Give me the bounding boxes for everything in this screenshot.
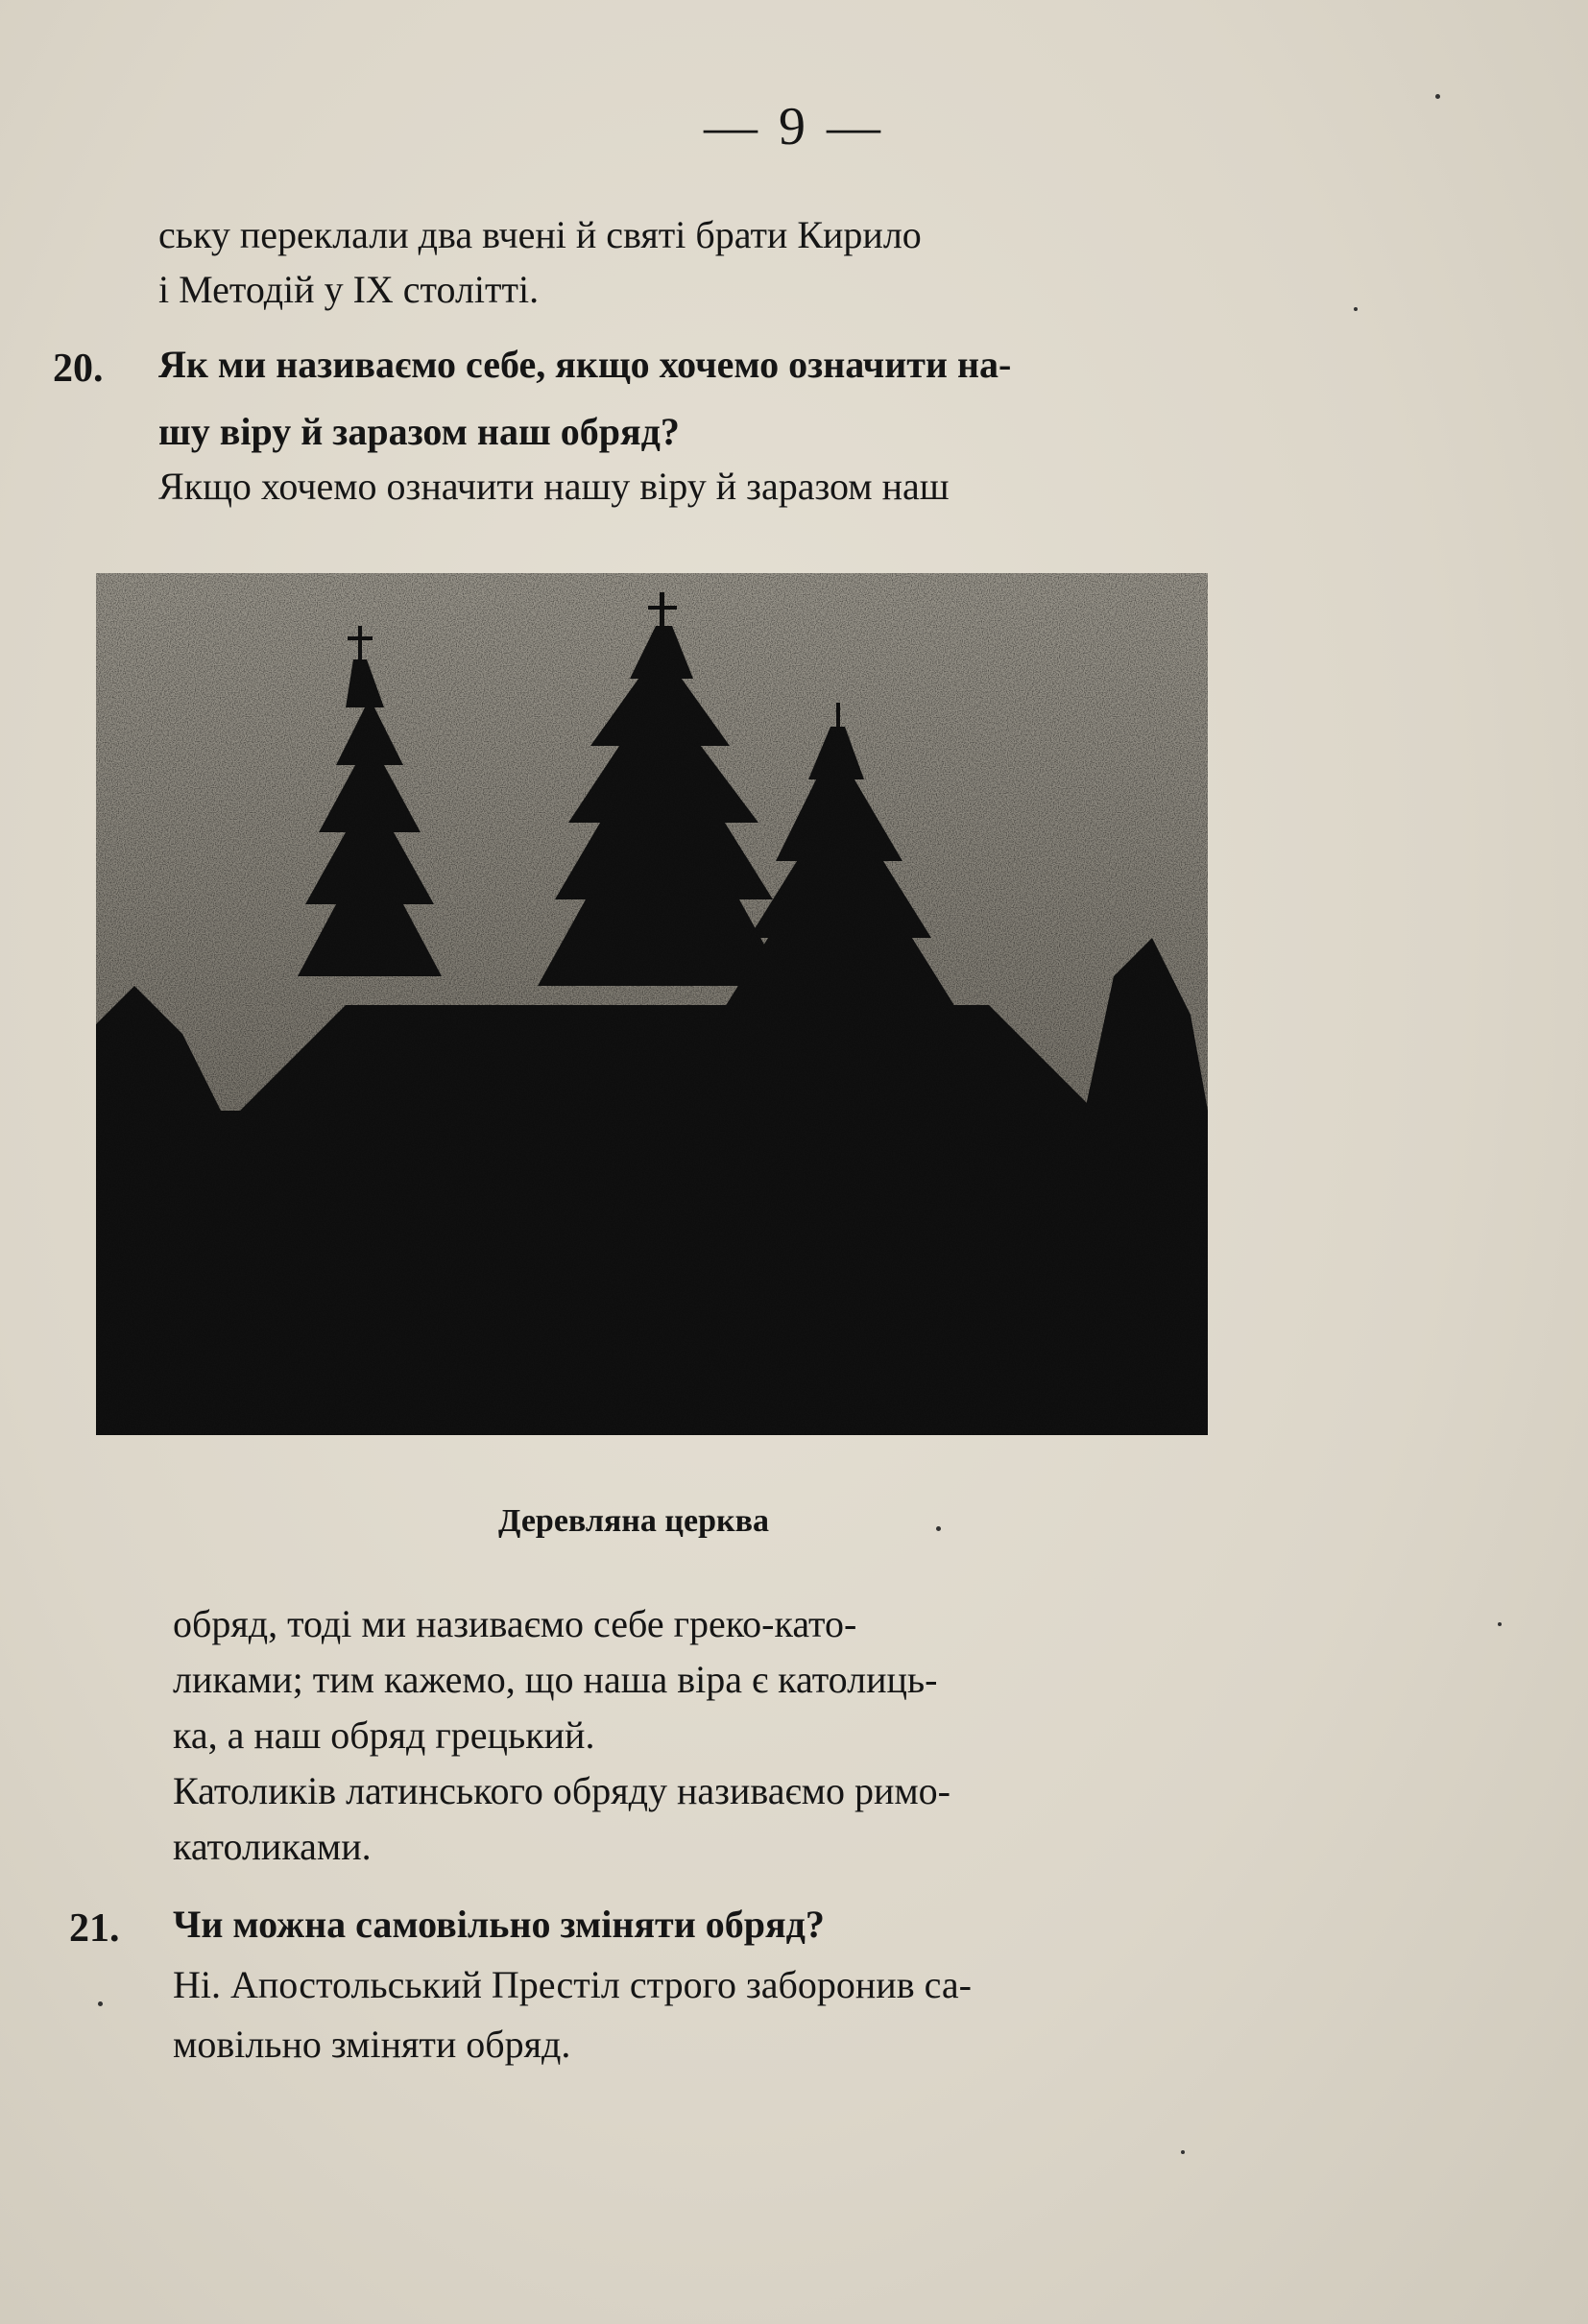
- question-text: Чи можна самовільно зміняти обряд?: [173, 1903, 825, 1946]
- text-line: католиками.: [173, 1825, 372, 1868]
- question-text: Як ми називаємо себе, якщо хочемо означити на-: [158, 343, 1012, 386]
- text-line: і Методій у IX столітті.: [158, 268, 540, 311]
- church-photo: [96, 573, 1208, 1435]
- text-line: ка, а наш обряд грецький.: [173, 1713, 595, 1757]
- wooden-church-image: [96, 573, 1208, 1435]
- paper-speck: [1354, 307, 1358, 311]
- paper-speck: [1181, 2150, 1185, 2154]
- text-line: Католиків латинського обряду називаємо римо-: [173, 1769, 950, 1812]
- paper-speck: [1498, 1622, 1502, 1626]
- page-number: — 9 —: [704, 97, 884, 156]
- answer-text: Ні. Апостольський Престіл строго заборонив са-: [173, 1963, 972, 2006]
- question-number: 21.: [69, 1906, 120, 1951]
- answer-text: Якщо хочемо означити нашу віру й заразом наш: [158, 465, 950, 508]
- question-number: 20.: [53, 347, 104, 391]
- text-line: обряд, тоді ми називаємо себе греко-като-: [173, 1602, 857, 1645]
- text-line: ликами; тим кажемо, що наша віра є католиць-: [173, 1658, 938, 1701]
- answer-text: мовільно зміняти обряд.: [173, 2023, 571, 2066]
- text-line: ську переклали два вчені й святі брати Кирило: [158, 213, 922, 256]
- paper-speck: [98, 2001, 103, 2006]
- figure-caption: Деревляна церква: [498, 1503, 769, 1539]
- question-text: шу віру й заразом наш обряд?: [158, 410, 680, 453]
